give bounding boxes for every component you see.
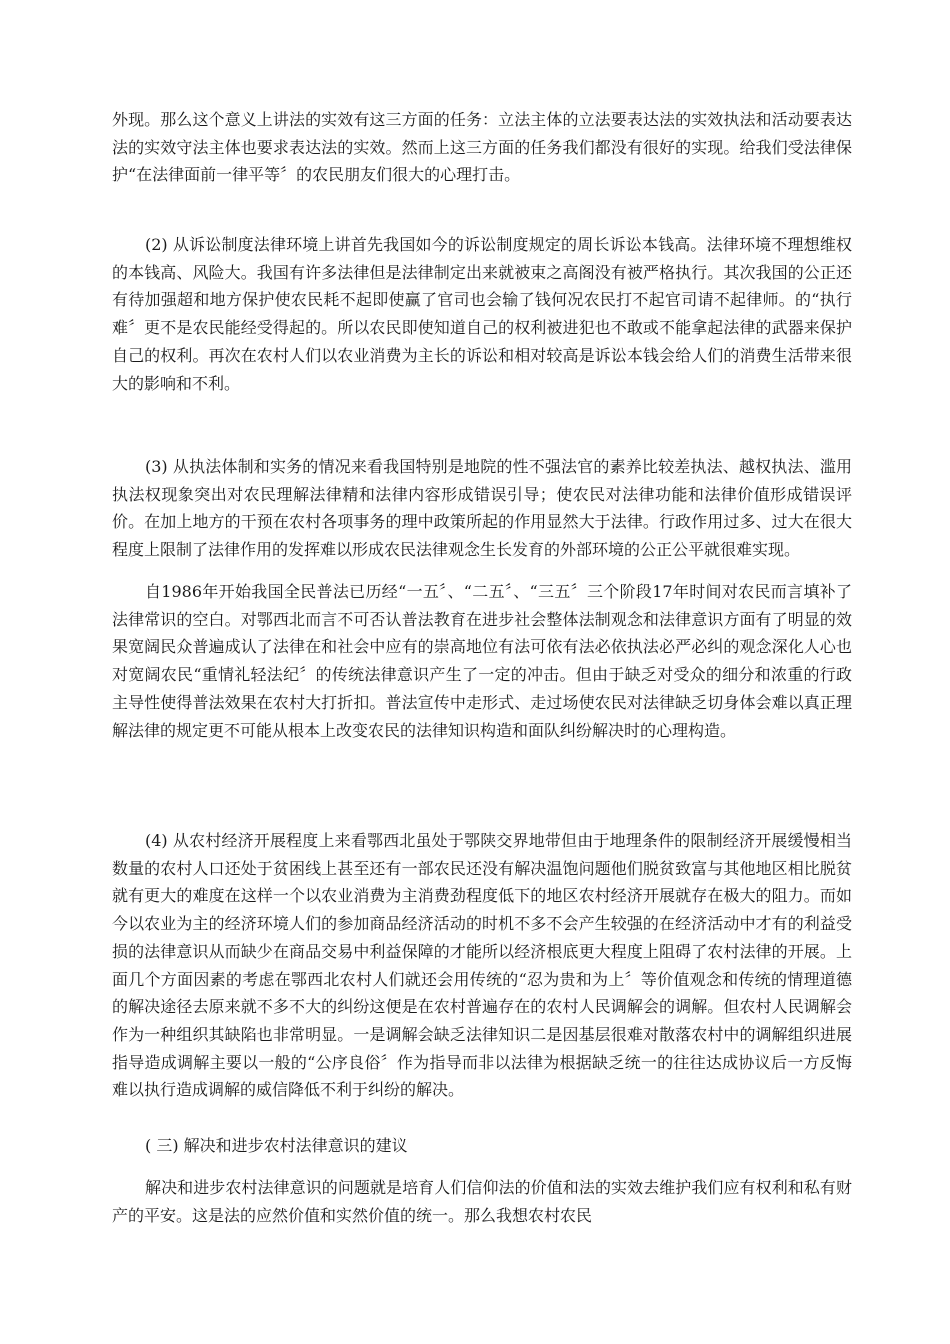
paragraph-6: 解决和进步农村法律意识的问题就是培育人们信仰法的价值和法的实效去维护我们应有权利和私有财产的平安。这是法的应然价值和实然价值的统一。那么我想农村农民 [112,1178,852,1225]
paragraph-3: (3) 从执法体制和实务的情况来看我国特别是地院的性不强法官的素养比较差执法、越权执法、滥用执法权现象突出对农民理解法律精和法律内容形成错误引导；使农民对法律功能和法律价值形成错误评价。在加上地方的干预在农村各项事务的理中政策所起的作用显然大于法律。行政作用过多、过大在很大程度上限制了法律作用的发挥难以形成农民法律观念生长发育的外部环境的公正公平就很难实现。 [112,457,852,560]
paragraph-5: (4) 从农村经济开展程度上来看鄂西北虽处于鄂陕交界地带但由于地理条件的限制经济开展缓慢相当数量的农村人口还处于贫困线上甚至还有一部农民还没有解决温饱问题他们脱贫致富与其他地区相比脱贫就有更大的难度在这样一个以农业消费为主消费劲程度低下的地区农村经济开展就存在极大的阻力。而如今以农业为主的经济环境人们的参加商品经济活动的时机不多不会产生较强的在经济活动中才有的利益受损的法律意识从而缺少在商品交易中利益保障的才能所以经济根底更大程度上阻碍了农村法律的开展。上面几个方面因素的考虑在鄂西北农村人们就还会用传统的“忍为贵和为上〞等价值观念和传统的情理道德的解决途径去原来就不多不大的纠纷这便是在农村普遍存在的农村人民调解会的调解。但农村人民调解会作为一种组织其缺陷也非常明显。一是调解会缺乏法律知识二是因基层很难对散落农村中的调解组织进展指导造成调解主要以一般的“公序良俗〞作为指导而非以法律为根据缺乏统一的往往达成协议后一方反悔难以执行造成调解的威信降低不利于纠纷的解决。 [112,831,852,1100]
paragraph-1: 外现。那么这个意义上讲法的实效有这三方面的任务：立法主体的立法要表达法的实效执法和活动要表达法的实效守法主体也要求表达法的实效。然而上这三方面的任务我们都没有很好的实现。给我们受法律保护“在法律面前一律平等〞的农民朋友们很大的心理打击。 [112,110,852,185]
paragraph-2: (2) 从诉讼制度法律环境上讲首先我国如今的诉讼制度规定的周长诉讼本钱高。法律环境不理想维权的本钱高、风险大。我国有许多法律但是法律制定出来就被束之高阁没有被严格执行。其次我国的公正还有待加强超和地方保护使农民耗不起即使赢了官司也会输了钱何况农民打不起官司请不起律师。的“执行难〞更不是农民能经受得起的。所以农民即使知道自己的权利被进犯也不敢或不能拿起法律的武器来保护自己的权利。再次在农村人们以农业消费为主长的诉讼和相对较高是诉讼本钱会给人们的消费生活带来很大的影响和不利。 [112,235,852,393]
paragraph-4: 自1986年开始我国全民普法已历经“一五〞、“二五〞、“三五〞三个阶段17年时间对农民而言填补了法律常识的空白。对鄂西北而言不可否认普法教育在进步社会整体法制观念和法律意识方面有了明显的效果宽阔民众普遍成认了法律在和社会中应有的崇高地位有法可依有法必依执法必严必纠的观念深化人心也对宽阔农民“重情礼轻法纪〞的传统法律意识产生了一定的冲击。但由于缺乏对受众的细分和浓重的行政主导性使得普法效果在农村大打折扣。普法宣传中走形式、走过场使农民对法律缺乏切身体会难以真正理解法律的规定更不可能从根本上改变农民的法律知识构造和面队纠纷解决时的心理构造。 [112,582,852,740]
section-heading: ( 三) 解决和进步农村法律意识的建议 [145,1136,408,1155]
